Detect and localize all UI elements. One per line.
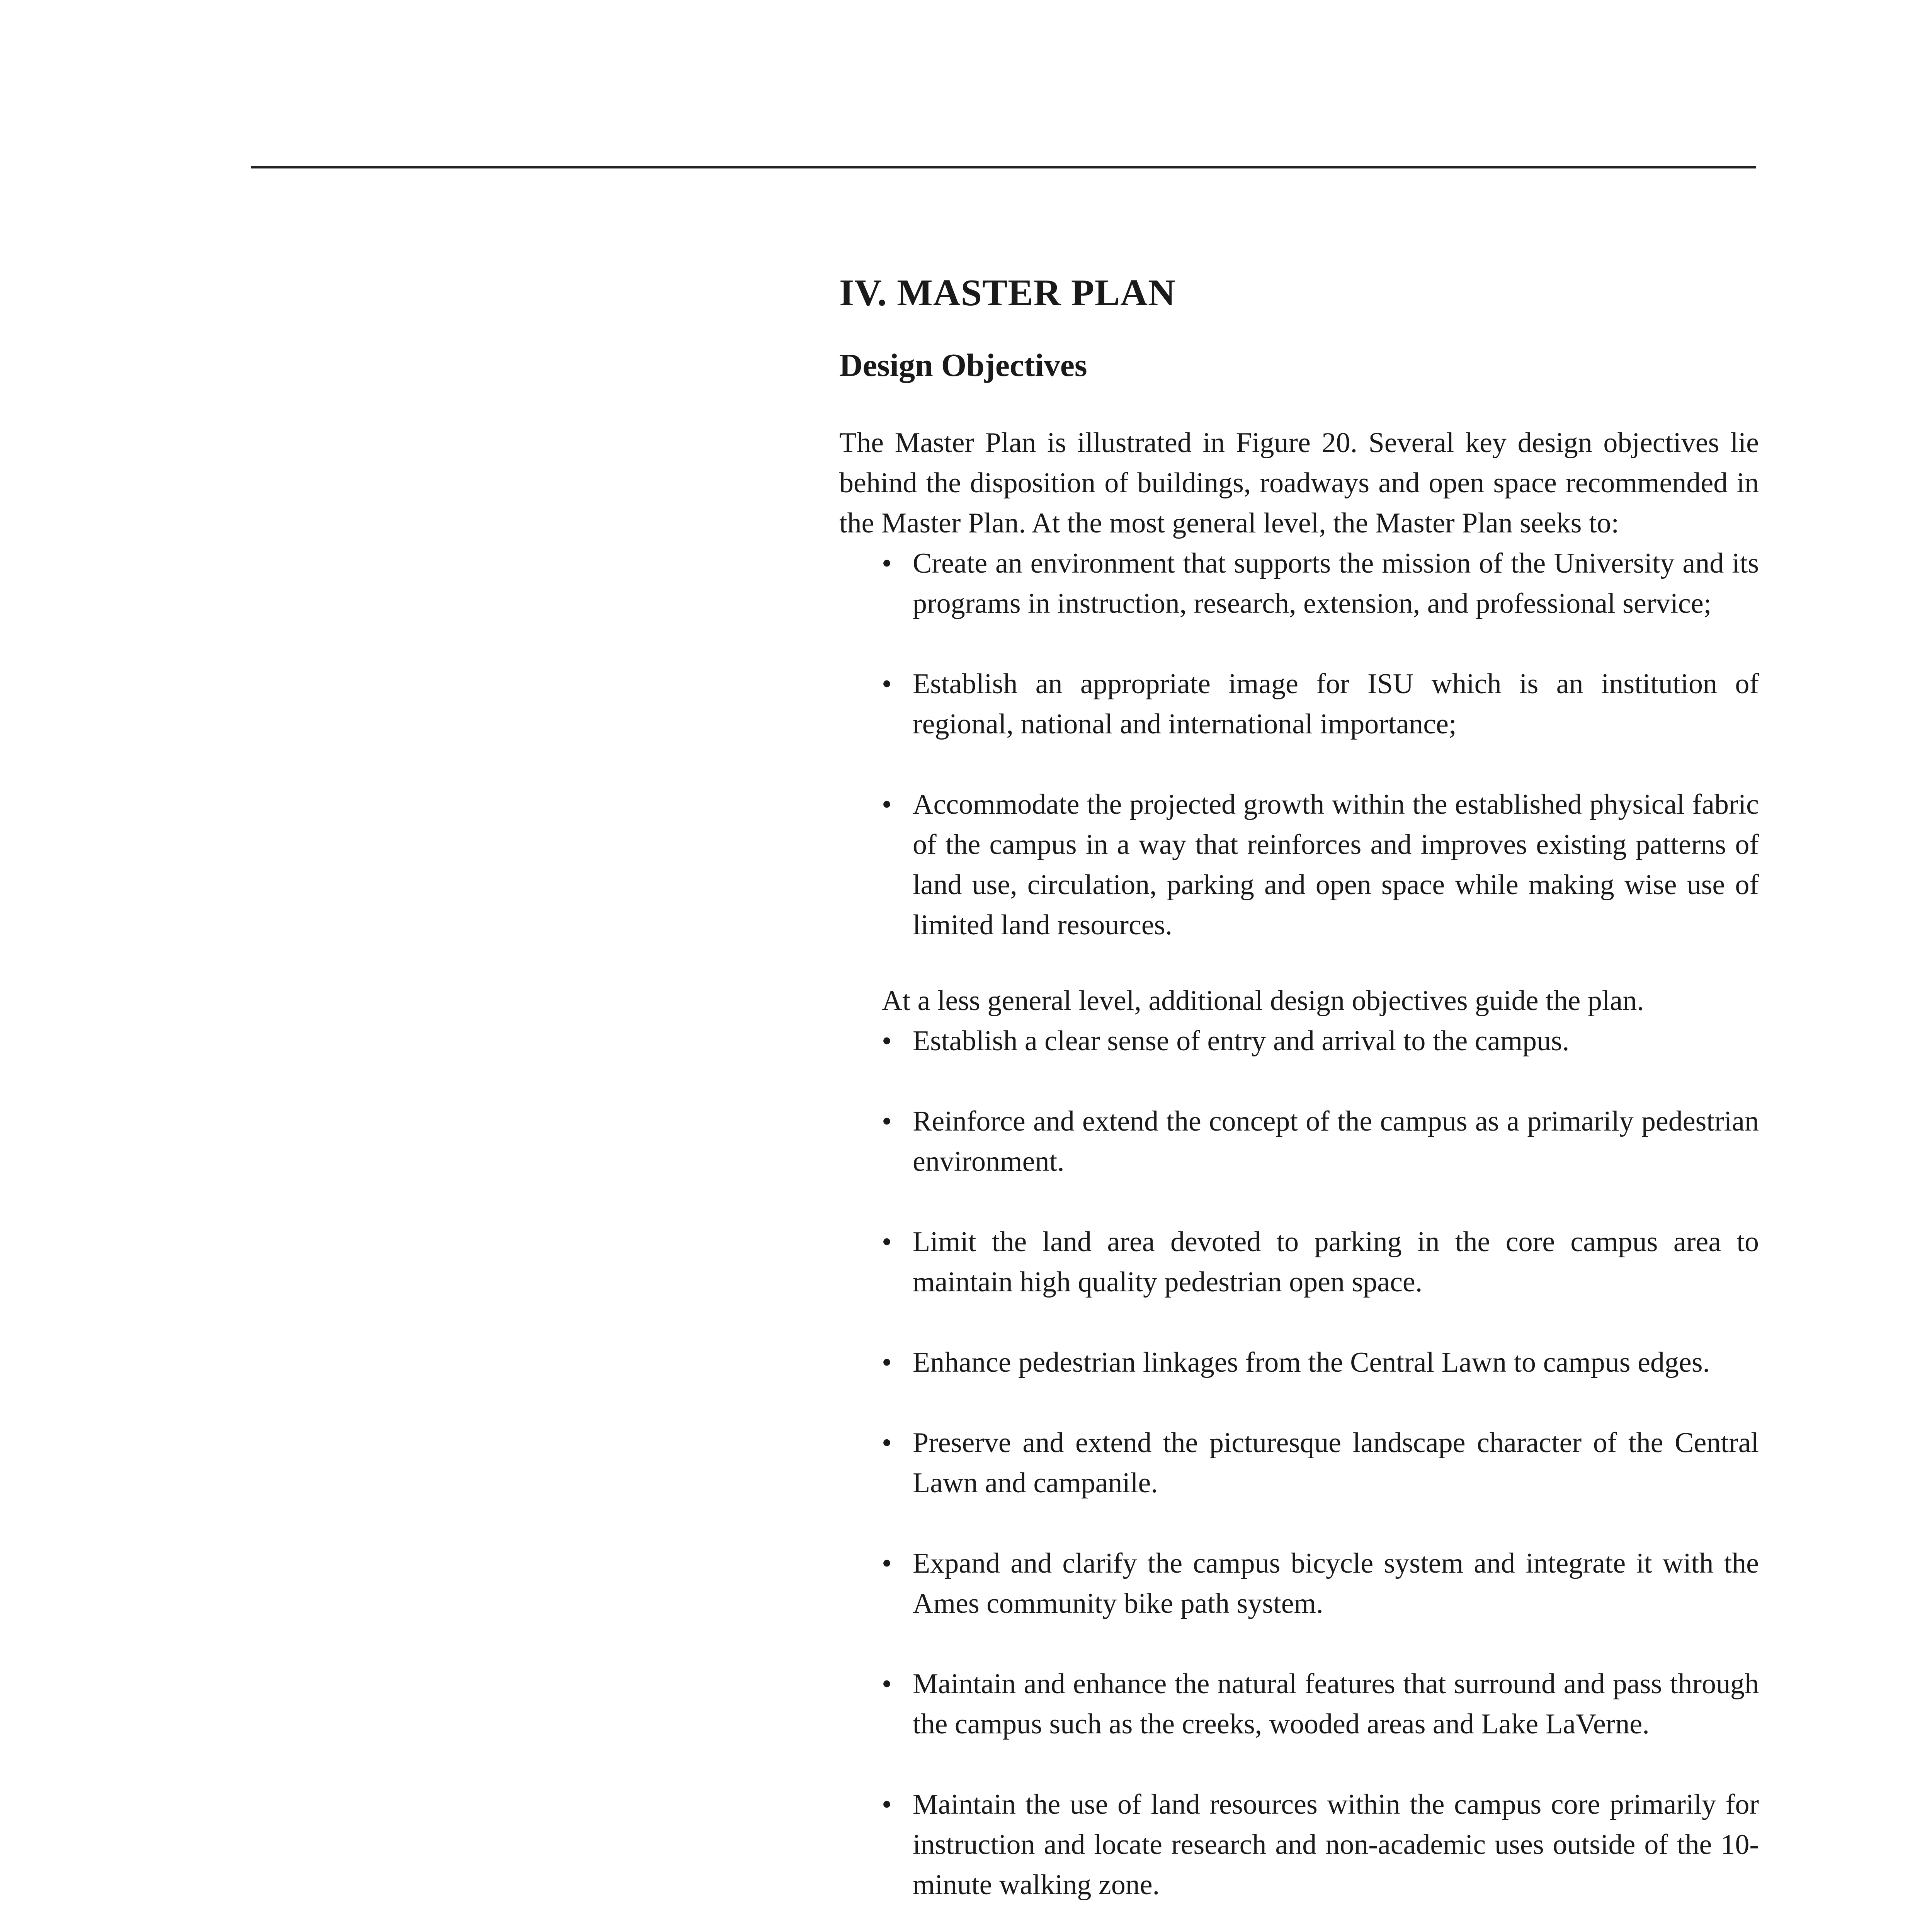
list-item-text: Limit the land area devoted to parking in the core campus area to maintain high quality pedestrian open space. bbox=[913, 1226, 1759, 1298]
list-item bbox=[882, 1784, 1759, 1905]
list-item-text: Establish an appropriate image for ISU which is an institution of regional, national and international importance; bbox=[913, 668, 1759, 740]
section-subheading: Design Objectives bbox=[839, 347, 1087, 383]
bullet-icon: • bbox=[882, 668, 892, 700]
list-item bbox=[882, 784, 1759, 945]
list-item-text: Reinforce and extend the concept of the campus as a primarily pedestrian environment. bbox=[913, 1105, 1759, 1178]
list-item bbox=[882, 1101, 1759, 1182]
section-heading: IV. MASTER PLAN bbox=[839, 272, 1176, 314]
list-item-text: Preserve and extend the picturesque landscape character of the Central Lawn and campanile. bbox=[913, 1427, 1759, 1499]
list-item bbox=[882, 1423, 1759, 1503]
bullet-icon: • bbox=[882, 1789, 892, 1821]
bullet-icon: • bbox=[882, 1226, 892, 1258]
bullet-icon: • bbox=[882, 1548, 892, 1580]
list-item bbox=[882, 1021, 1759, 1061]
bullet-icon: • bbox=[882, 1105, 892, 1138]
bullet-icon: • bbox=[882, 789, 892, 821]
bullet-icon: • bbox=[882, 1668, 892, 1700]
bullet-icon: • bbox=[882, 1347, 892, 1379]
list-item bbox=[882, 664, 1759, 744]
transition-paragraph: At a less general level, additional design objectives guide the plan. bbox=[882, 985, 1644, 1017]
list-item bbox=[882, 1543, 1759, 1624]
bullet-icon: • bbox=[882, 1427, 892, 1459]
list-item bbox=[882, 1664, 1759, 1744]
list-item-text: Accommodate the projected growth within the established physical fabric of the campus in a way that reinforces and improves existing patterns of land use, circulation, parking and open space while making wise use of limited land resources. bbox=[913, 789, 1759, 941]
list-item-text: Establish a clear sense of entry and arrival to the campus. bbox=[913, 1025, 1570, 1057]
header-rule bbox=[251, 166, 1756, 168]
list-item bbox=[882, 1342, 1759, 1383]
list-item-text: Maintain the use of land resources within the campus core primarily for instruction and locate research and non-academic uses outside of the 10-minute walking zone. bbox=[913, 1789, 1759, 1901]
bullet-icon: • bbox=[882, 1025, 892, 1057]
intro-paragraph: The Master Plan is illustrated in Figure 20. Several key design objectives lie behind the disposition of buildings, roadways and open space recommended in the Master Plan. At the most general level, the Master Plan seeks to: bbox=[839, 427, 1759, 539]
general-objectives-list bbox=[839, 543, 1759, 945]
list-item bbox=[882, 1222, 1759, 1302]
list-item-text: Enhance pedestrian linkages from the Central Lawn to campus edges. bbox=[913, 1347, 1710, 1379]
list-item-text: Create an environment that supports the mission of the University and its programs in instruction, research, extension, and professional service; bbox=[913, 548, 1759, 620]
list-item-text: Expand and clarify the campus bicycle system and integrate it with the Ames community bike path system. bbox=[913, 1548, 1759, 1620]
list-item-text: Maintain and enhance the natural features that surround and pass through the campus such as the creeks, wooded areas and Lake LaVerne. bbox=[913, 1668, 1759, 1740]
list-item bbox=[882, 543, 1759, 624]
specific-objectives-list bbox=[839, 1021, 1759, 1932]
main-content bbox=[839, 270, 1759, 1932]
bullet-icon: • bbox=[882, 548, 892, 580]
